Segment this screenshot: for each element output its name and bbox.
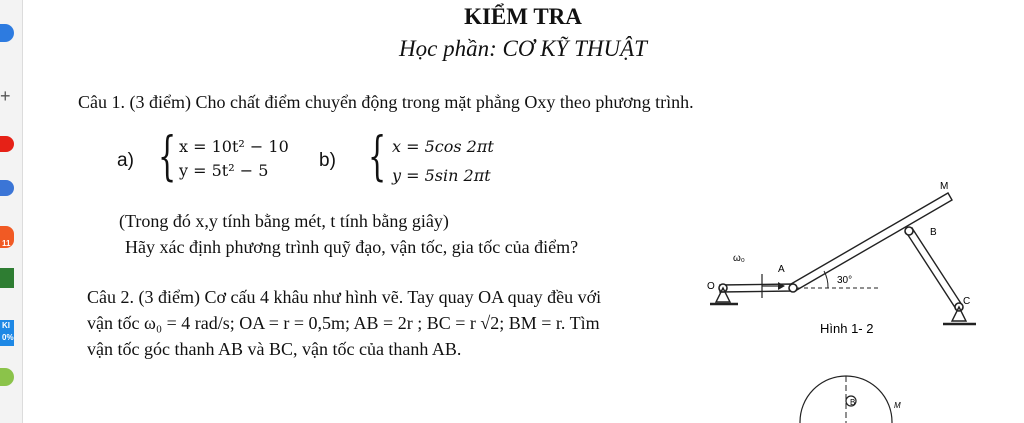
label-angle: 30°: [837, 275, 853, 286]
partial-label-b: B: [850, 398, 856, 407]
question2-line1: Câu 2. (3 điểm) Cơ cấu 4 khâu như hình vẽ. Tay quay OA quay đều với: [87, 287, 602, 307]
figure-caption: Hình 1- 2: [820, 321, 874, 336]
brace-b: {: [368, 127, 387, 187]
label-a: A: [778, 264, 785, 275]
label-m: M: [940, 181, 949, 192]
blue-circle-icon[interactable]: [0, 24, 14, 42]
tv-icon[interactable]: [0, 268, 14, 288]
part-a-eq1: x = 10t² − 10: [179, 137, 289, 156]
brace-a: {: [158, 127, 177, 187]
label-c: C: [963, 296, 971, 307]
bar-am: [791, 193, 952, 291]
add-icon[interactable]: +: [0, 86, 11, 106]
part-b-eq1: x = 5cos 2πt: [392, 137, 494, 156]
label-omega: ω₀: [733, 253, 745, 264]
label-o: O: [707, 281, 715, 292]
app-badge-1: KI: [2, 321, 10, 330]
question1-text: Câu 1. (3 điểm) Cho chất điểm chuyển động trong mặt phẳng Oxy theo phương trình.: [78, 92, 694, 112]
question1-note: (Trong đó x,y tính bằng mét, t tính bằng giây): [119, 211, 449, 231]
label-b: B: [930, 227, 937, 238]
question1-ask: Hãy xác định phương trình quỹ đạo, vận tốc, gia tốc của điểm?: [125, 237, 579, 257]
app-badge-2: 0%: [2, 333, 14, 342]
mechanism-figure: [680, 170, 980, 423]
question2-line2: vận tốc ω₀ = 4 rad/s; OA = r = 0,5m; AB = 2r ; BC = r √2; BM = r. Tìm: [87, 313, 600, 333]
part-a-label: a): [117, 150, 134, 171]
joint-a: [789, 284, 797, 292]
part-b-label: b): [319, 150, 336, 171]
question2-line3: vận tốc góc thanh AB và BC, vận tốc của thanh AB.: [87, 339, 462, 359]
bar-bc: [906, 228, 962, 309]
colorful-icon[interactable]: [0, 368, 14, 386]
facebook-icon[interactable]: [0, 180, 14, 196]
part-b-eq2: y = 5sin 2πt: [392, 166, 491, 185]
page-title: KIỂM TRA: [464, 4, 582, 29]
left-sidebar: [0, 0, 23, 423]
youtube-icon[interactable]: [0, 136, 14, 152]
joint-b: [905, 227, 913, 235]
page-subtitle: Học phần: CƠ KỸ THUẬT: [399, 36, 647, 61]
partial-label-m: M: [894, 401, 901, 410]
shop-badge: 11: [2, 239, 11, 248]
part-a-eq2: y = 5t² − 5: [179, 161, 269, 180]
